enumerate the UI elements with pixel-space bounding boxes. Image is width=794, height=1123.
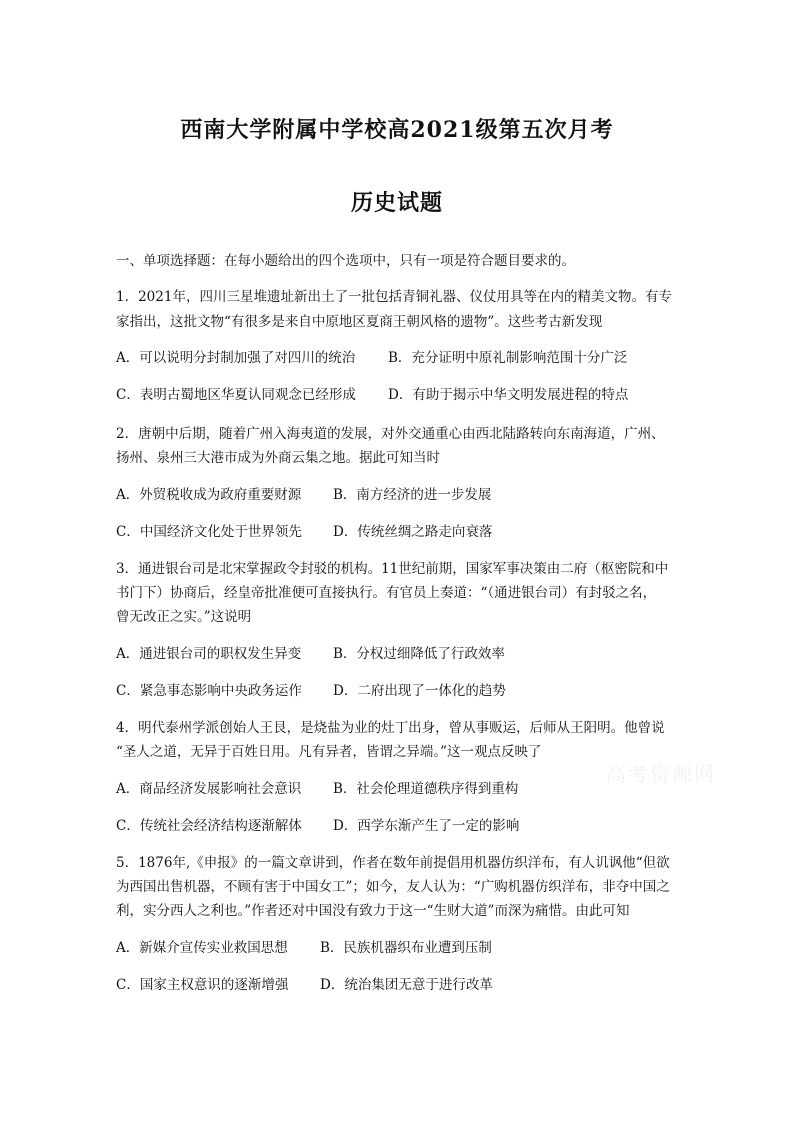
question-5-option-a: A．新媒介宣传实业救国思想 xyxy=(116,940,288,956)
question-3-option-c: C．紧急事态影响中央政务运作 xyxy=(116,683,302,699)
question-4-stem-line-1: 4．明代泰州学派创始人王艮，是烧盐为业的灶丁出身，曾从事贩运，后师从王阳明。他曾说 xyxy=(116,720,665,736)
question-3-stem-line-2: 书门下）协商后，经皇帝批准便可直接执行。有官员上奏道：“（通进银台司）有封驳之名， xyxy=(116,585,657,601)
question-1-option-c: C．表明古蜀地区华夏认同观念已经形成 xyxy=(116,387,356,403)
question-5-option-b: B．民族机器织布业遭到压制 xyxy=(320,940,492,956)
question-5-option-c: C．国家主权意识的逐渐增强 xyxy=(116,977,289,993)
question-3-stem-line-3: 曾无改正之实。”这说明 xyxy=(116,609,252,625)
question-5-option-d: D．统治集团无意于进行改革 xyxy=(320,977,493,993)
question-1-option-d: D．有助于揭示中华文明发展进程的特点 xyxy=(388,387,629,403)
question-3-option-a: A．通进银台司的职权发生异变 xyxy=(116,646,302,662)
page-title: 西南大学附属中学校高2021级第五次月考 xyxy=(180,117,614,143)
question-5-stem-line-2: 为西国出售机器，不顾有害于中国女工”；如今，友人认为：“广购机器仿织洋布，非夺中国之 xyxy=(116,879,670,895)
question-2-option-a: A．外贸税收成为政府重要财源 xyxy=(116,487,302,503)
question-4-option-a: A．商品经济发展影响社会意识 xyxy=(116,781,302,797)
question-4-option-d: D．西学东渐产生了一定的影响 xyxy=(333,818,520,834)
question-2-option-b: B．南方经济的进一步发展 xyxy=(333,487,492,503)
watermark: 高考资源网 xyxy=(606,762,716,786)
question-4-stem-line-2: “圣人之道，无异于百姓日用。凡有异者，皆谓之异端。”这一观点反映了 xyxy=(116,744,542,760)
question-1-option-a: A．可以说明分封制加强了对四川的统治 xyxy=(116,350,356,366)
question-1-option-b: B．充分证明中原礼制影响范围十分广泛 xyxy=(388,350,628,366)
question-3-option-b: B．分权过细降低了行政效率 xyxy=(333,646,505,662)
question-3-stem-line-1: 3．通进银台司是北宋掌握政令封驳的机构。11世纪前期，国家军事决策由二府（枢密院和中 xyxy=(116,561,669,577)
question-1-stem-line-1: 1．2021年，四川三星堆遗址新出土了一批包括青铜礼器、仪仗用具等在内的精美文物。有专 xyxy=(116,289,672,305)
question-5-stem-line-3: 利，实分西人之利也。”作者还对中国没有致力于这一“生财大道”而深为痛惜。由此可知 xyxy=(116,903,630,919)
question-2-stem-line-2: 扬州、泉州三大港市成为外商云集之地。据此可知当时 xyxy=(116,450,440,466)
question-4-option-b: B．社会伦理道德秩序得到重构 xyxy=(333,781,519,797)
question-5-stem-line-1: 5．1876年,《申报》的一篇文章讲到，作者在数年前提倡用机器仿织洋布，有人讥讽他“但欲 xyxy=(116,855,670,871)
question-3-option-d: D．二府出现了一体化的趋势 xyxy=(333,683,506,699)
question-4-option-c: C．传统社会经济结构逐渐解体 xyxy=(116,818,302,834)
section-heading: 一、单项选择题：在每小题给出的四个选项中，只有一项是符合题目要求的。 xyxy=(116,253,575,269)
question-2-stem-line-1: 2．唐朝中后期，随着广州入海夷道的发展，对外交通重心由西北陆路转向东南海道，广州、 xyxy=(116,426,665,442)
question-1-stem-line-2: 家指出，这批文物“有很多是来自中原地区夏商王朝风格的遗物”。这些考古新发现 xyxy=(116,314,603,330)
question-2-option-d: D．传统丝绸之路走向衰落 xyxy=(333,524,493,540)
question-2-option-c: C．中国经济文化处于世界领先 xyxy=(116,524,302,540)
page-subtitle: 历史试题 xyxy=(350,190,443,216)
